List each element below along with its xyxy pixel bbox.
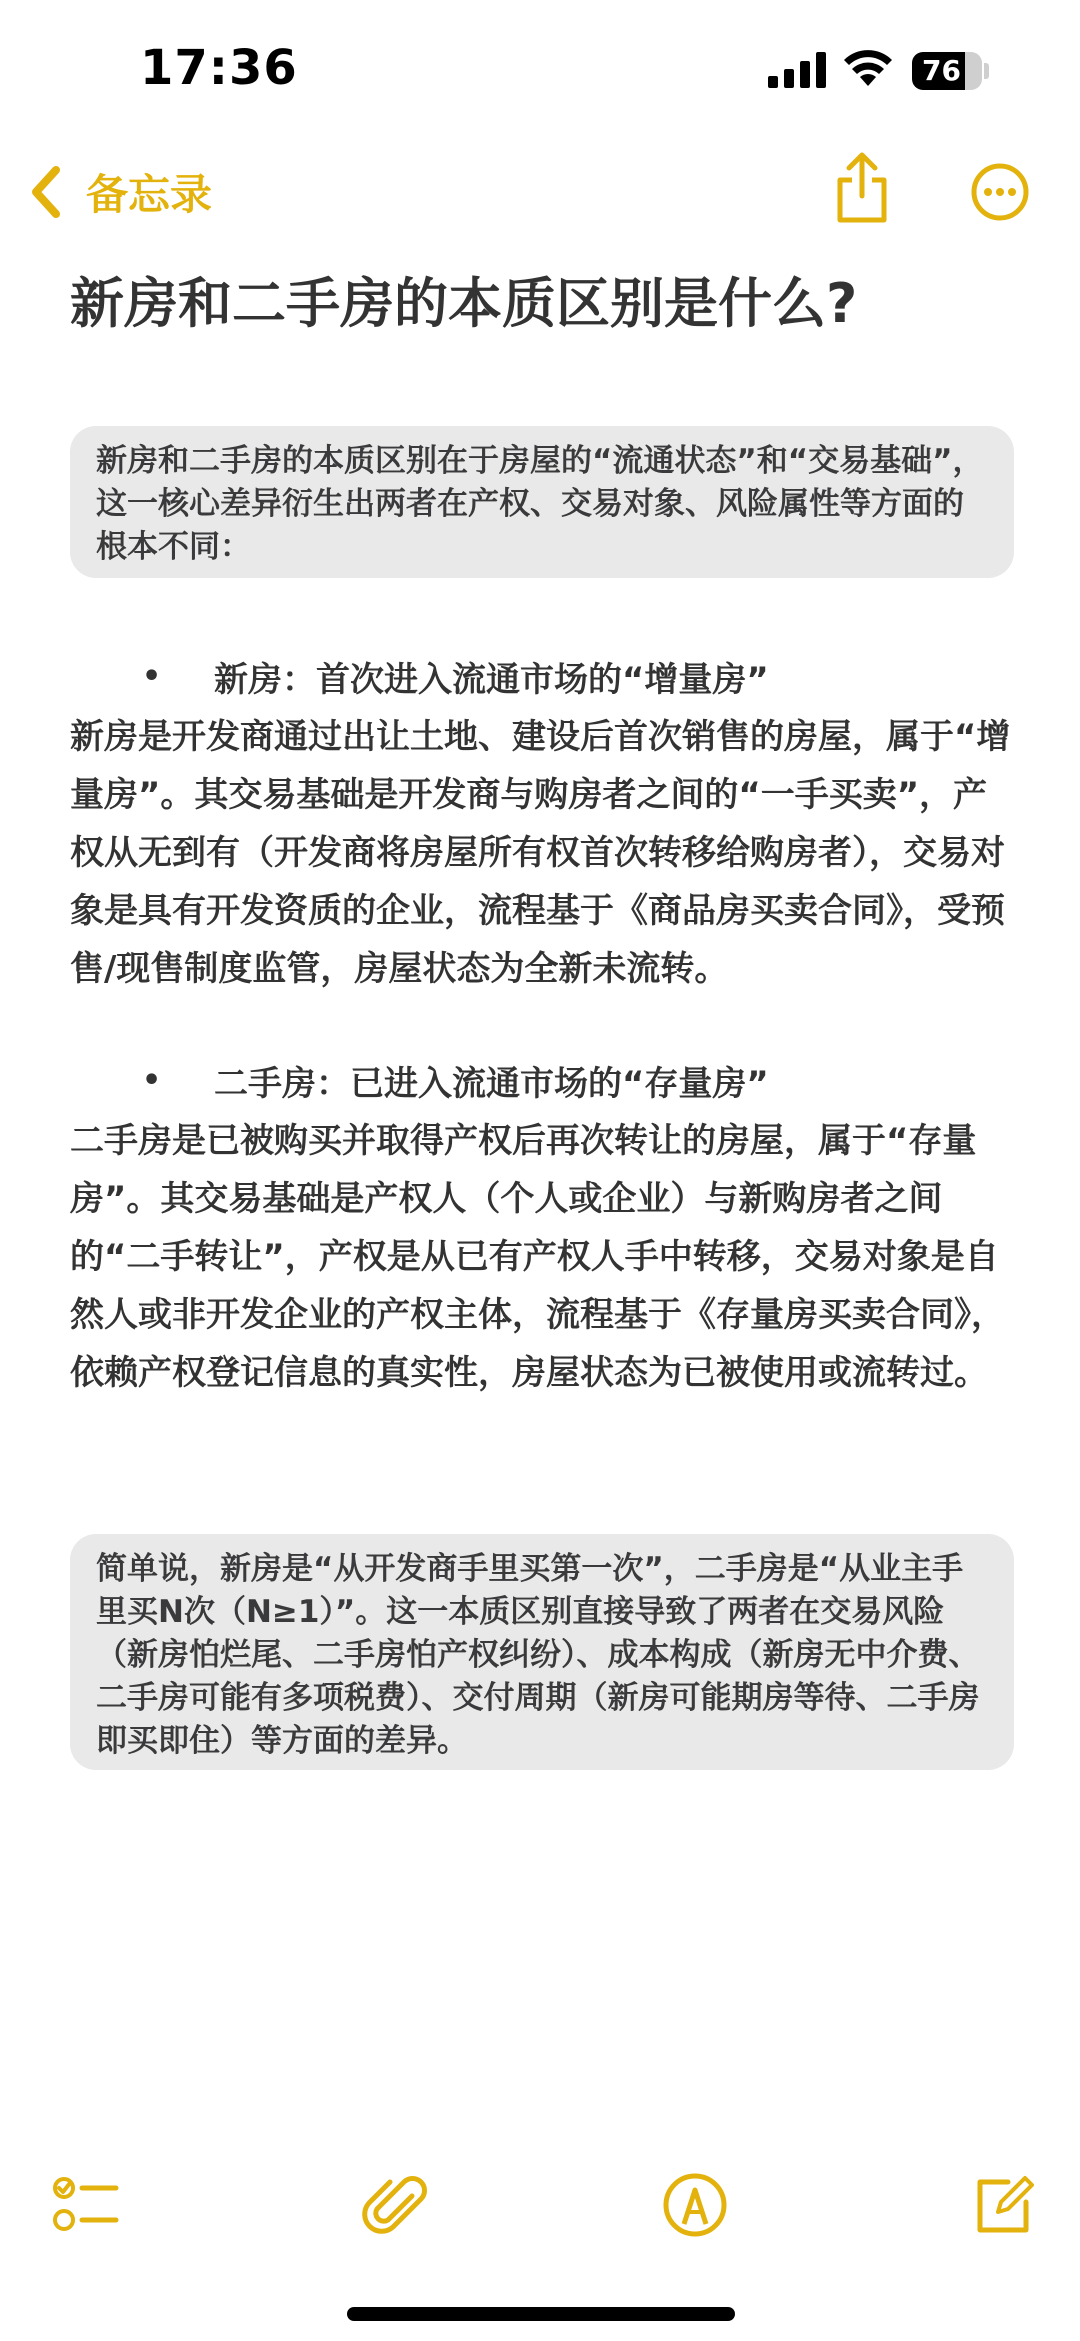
ellipsis-circle-icon[interactable] [970, 162, 1030, 222]
status-bar [0, 0, 1080, 150]
bullet-dot: • [142, 658, 162, 694]
compose-icon[interactable] [968, 2170, 1038, 2240]
status-time: 17:36 [140, 40, 298, 96]
battery-icon [912, 52, 982, 90]
section-body-second-hand-house[interactable]: 二手房是已被购买并取得产权后再次转让的房屋，属于“存量房”。其交易基础是产权人（个人或企业）与新购房者之间的“二手转让”，产权是从已有产权人手中转移，交易对象是自然人或非开发企业的产权主体，流程基于《存量房买卖合同》，依赖产权登记信息的真实性，房屋状态为已被使用或流转过。 [70, 1121, 1005, 1393]
summary-quote-block[interactable] [70, 1534, 1014, 1770]
wifi-icon [842, 46, 894, 88]
section-heading-new-house[interactable] [142, 648, 769, 704]
cellular-signal-icon [768, 52, 828, 88]
back-button[interactable] [28, 160, 212, 224]
battery-cap [984, 63, 989, 79]
home-indicator[interactable] [347, 2307, 735, 2321]
section-body-new-house[interactable]: 新房是开发商通过出让土地、建设后首次销售的房屋，属于“增量房”。其交易基础是开发商与购房者之间的“一手买卖”，产权从无到有（开发商将房屋所有权首次转移给购房者），交易对象是具有开发资质的企业，流程基于《商品房买卖合同》，受预售/现售制度监管，房屋状态为全新未流转。 [70, 717, 1011, 989]
chevron-left-icon [28, 164, 64, 220]
note-title[interactable]: 新房和二手房的本质区别是什么? [70, 272, 858, 335]
intro-quote-block[interactable] [70, 426, 1014, 578]
section-heading-second-hand-house[interactable] [142, 1052, 769, 1108]
paperclip-icon[interactable] [360, 2170, 430, 2240]
checklist-icon[interactable] [52, 2170, 122, 2240]
intro-quote-text: 新房和二手房的本质区别在于房屋的“流通状态”和“交易基础”，这一核心差异衍生出两者在产权、交易对象、风险属性等方面的根本不同： [96, 443, 984, 565]
bullet-dot: • [142, 1062, 162, 1098]
markup-pen-icon[interactable] [660, 2170, 730, 2240]
section-heading-text: 二手房：已进入流通市场的“存量房” [214, 1063, 769, 1104]
battery-level: 76 [922, 54, 961, 87]
back-label: 备忘录 [86, 170, 213, 219]
share-icon[interactable] [832, 150, 892, 226]
section-heading-text: 新房：首次进入流通市场的“增量房” [214, 659, 769, 700]
summary-quote-text: 简单说，新房是“从开发商手里买第一次”，二手房是“从业主手里买N次（N≥1）”。这一本质区别直接导致了两者在交易风险（新房怕烂尾、二手房怕产权纠纷）、成本构成（新房无中介费、二手房可能有多项税费）、交付周期（新房可能期房等待、二手房即买即住）等方面的差异。 [96, 1551, 980, 1759]
